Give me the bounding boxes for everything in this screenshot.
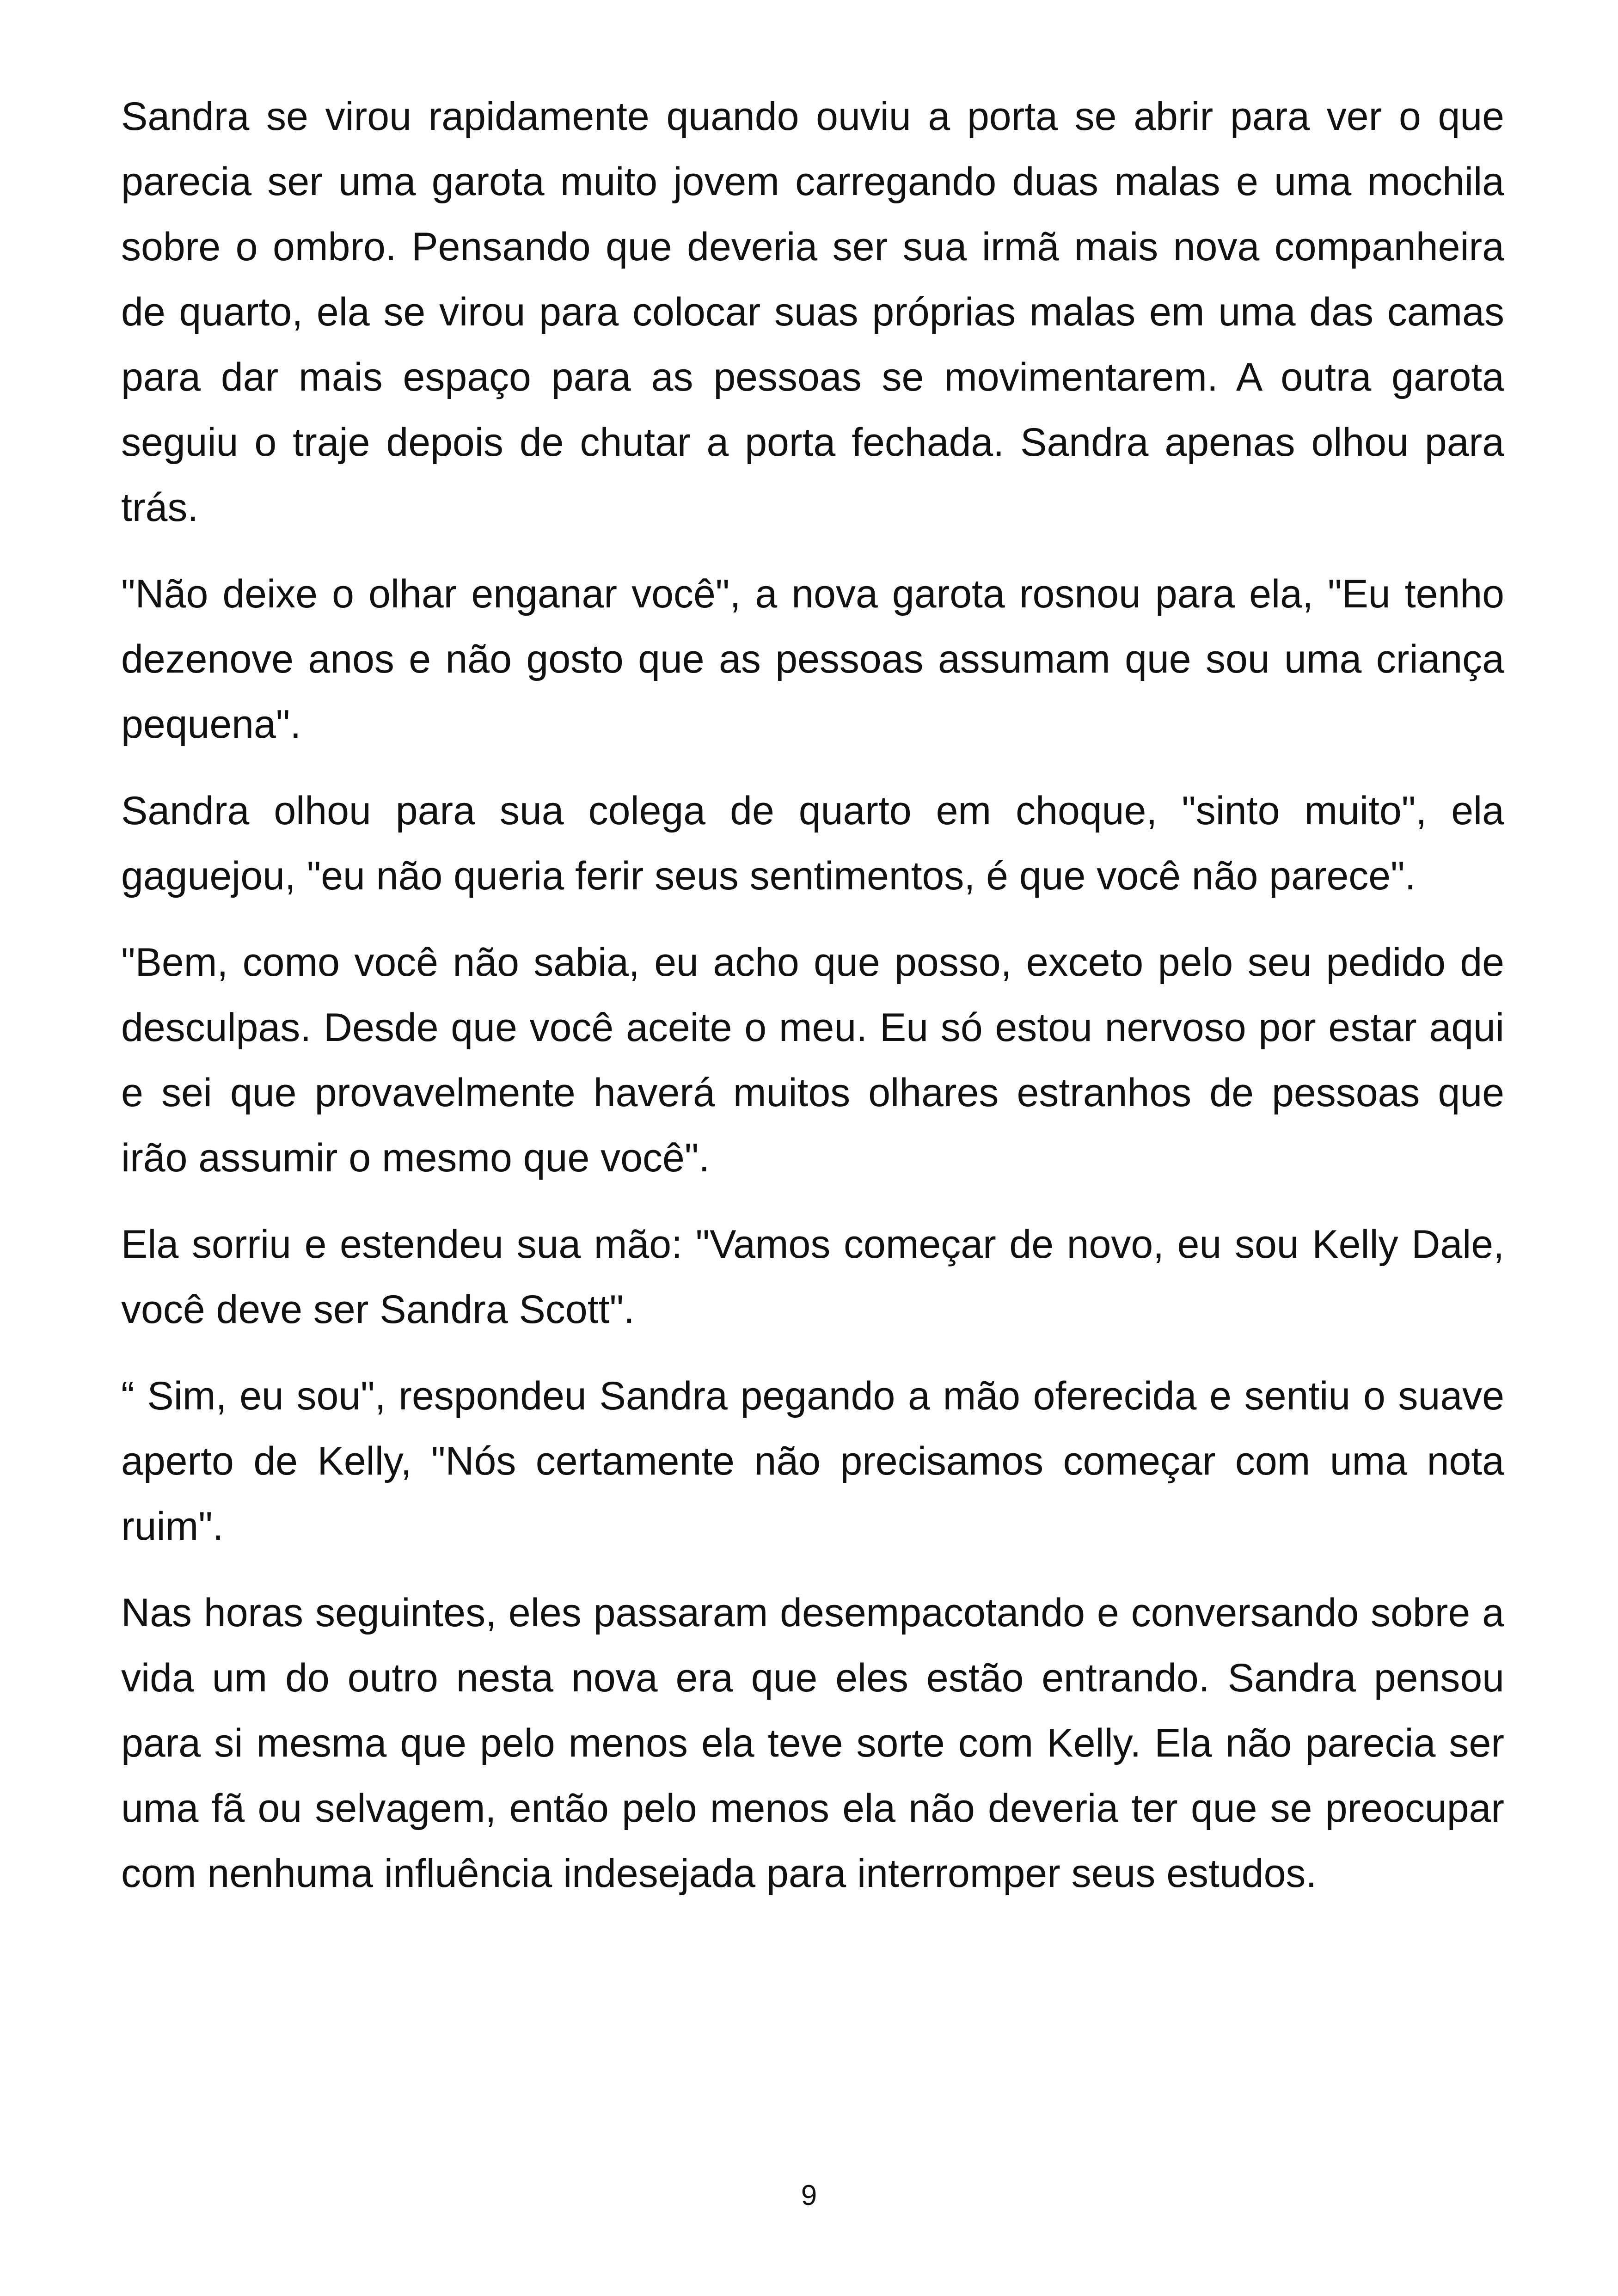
paragraph-3: Sandra olhou para sua colega de quarto em choque, "sinto muito", ela gaguejou, "eu não queria ferir seus sentimentos, é que você não parece". [121, 789, 1504, 898]
paragraph-1: Sandra se virou rapidamente quando ouviu a porta se abrir para ver o que parecia ser uma garota muito jovem carregando duas malas e uma mochila sobre o ombro. Pensando que deveria ser sua irmã mais nova companheira de quarto, ela se virou para colocar suas próprias malas em uma das camas para dar mais espaço para as pessoas se movimentarem. A outra garota seguiu o traje depois de chutar a porta fechada. Sandra apenas olhou para trás. [121, 94, 1504, 530]
paragraph-6: “ Sim, eu sou", respondeu Sandra pegando a mão oferecida e sentiu o suave aperto de Kelly, "Nós certamente não precisamos começar com uma nota ruim". [121, 1374, 1504, 1549]
paragraph-4: "Bem, como você não sabia, eu acho que posso, exceto pelo seu pedido de desculpas. Desde que você aceite o meu. Eu só estou nervoso por estar aqui e sei que provavelmente haverá muitos olhares estranhos de pessoas que irão assumir o mesmo que você". [121, 940, 1504, 1180]
paragraph-2: "Não deixe o olhar enganar você", a nova garota rosnou para ela, "Eu tenho dezenove anos e não gosto que as pessoas assumam que sou uma criança pequena". [121, 572, 1504, 747]
page-body [121, 84, 1504, 1928]
paragraph-5: Ela sorriu e estendeu sua mão: "Vamos começar de novo, eu sou Kelly Dale, você deve ser Sandra Scott". [121, 1222, 1504, 1332]
page-number: 9 [801, 2180, 817, 2211]
paragraph-7: Nas horas seguintes, eles passaram desempacotando e conversando sobre a vida um do outro nesta nova era que eles estão entrando. Sandra pensou para si mesma que pelo menos ela teve sorte com Kelly. Ela não parecia ser uma fã ou selvagem, então pelo menos ela não deveria ter que se preocupar com nenhuma influência indesejada para interromper seus estudos. [121, 1591, 1504, 1896]
